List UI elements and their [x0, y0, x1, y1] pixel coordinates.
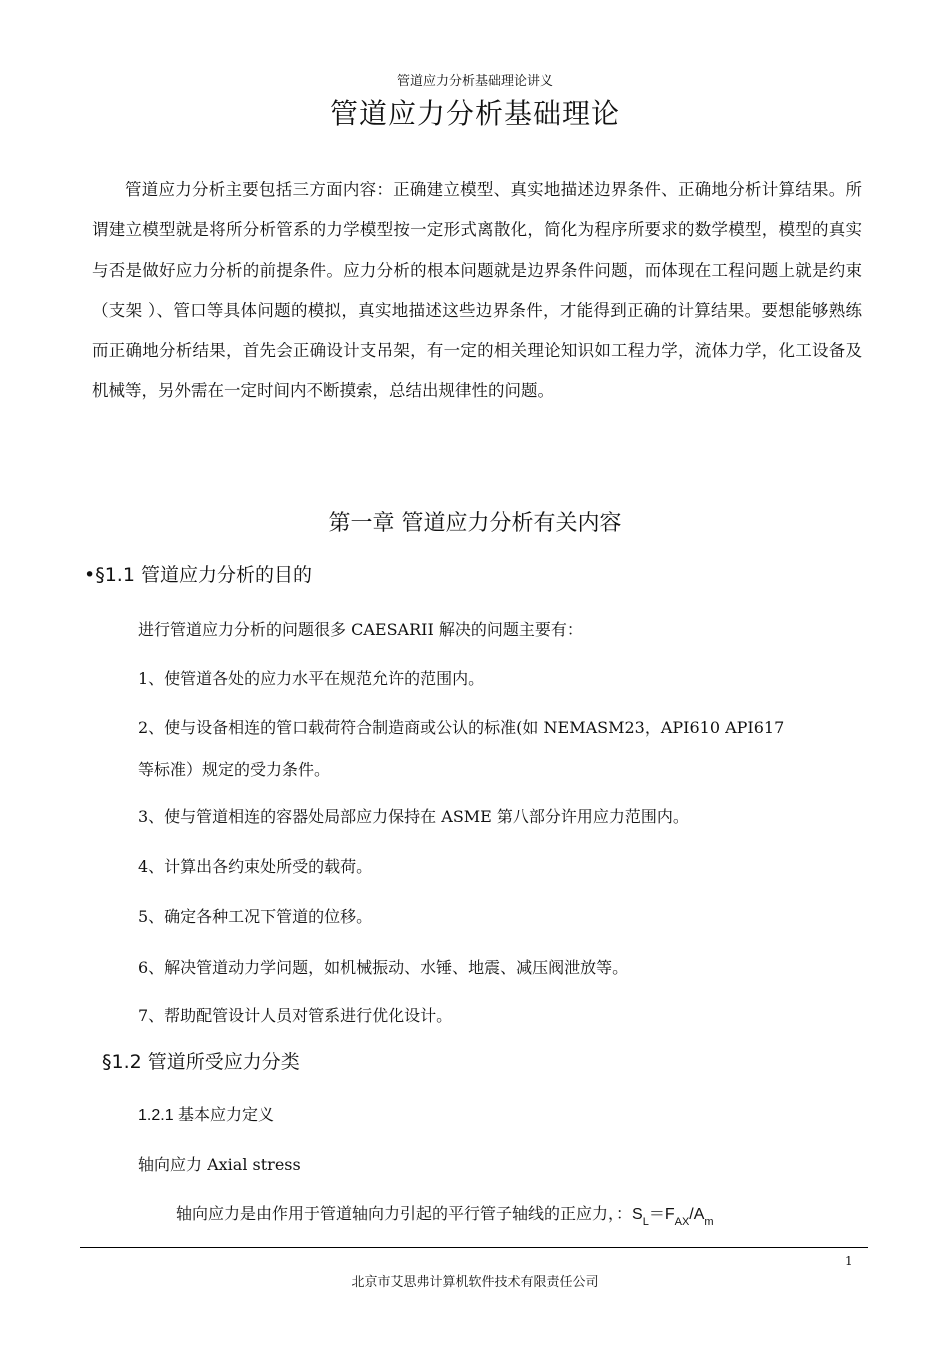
bullet: •: [84, 564, 96, 586]
document-title: 管道应力分析基础理论: [329, 97, 620, 130]
chapter-title: 第一章 管道应力分析有关内容: [328, 511, 622, 536]
purpose-item-1: 1、使管道各处的应力水平在规范允许的范围内。: [138, 669, 485, 688]
section-1-1-title: §1.1 管道应力分析的目的: [95, 564, 312, 586]
axial-stress-label: 轴向应力 Axial stress: [138, 1155, 301, 1174]
purpose-item-6: 6、解决管道动力学问题，如机械振动、水锤、地震、减压阀泄放等。: [138, 958, 629, 977]
subsection-1-2-1-title: 1.2.1 基本应力定义: [138, 1107, 275, 1124]
footer-divider: [80, 1247, 868, 1248]
axial-stress-definition: [176, 1201, 714, 1228]
running-header: 管道应力分析基础理论讲义: [396, 74, 553, 89]
purpose-item-5: 5、确定各种工况下管道的位移。: [138, 907, 373, 926]
section-1-1-heading: [84, 560, 312, 587]
page-number: 1: [845, 1254, 853, 1268]
purpose-item-3: 3、使与管道相连的容器处局部应力保持在 ASME 第八部分许用应力范围内。: [138, 807, 689, 826]
purpose-item-2-cont: 等标准）规定的受力条件。: [138, 760, 331, 779]
intro-text: 管道应力分析主要包括三方面内容：正确建立模型、真实地描述边界条件、正确地分析计算结果。所谓建立模型就是将所分析管系的力学模型按一定形式离散化，简化为程序所要求的数学模型，模型的真实与否是做好应力分析的前提条件。应力分析的根本问题就是边界条件问题，而体现在工程问题上就是约束（支架 ）、管口等具体问题的模拟，真实地描述这些边界条件，才能得到正确的计算结果。要想能够熟练而正确地分析结果，首先会正确设计支吊架，有一定的相关理论知识如工程力学，流体力学，化工设备及机械等，另外需在一定时间内不断摸索，总结出规律性的问题。: [92, 180, 862, 401]
purpose-item-2: 2、使与设备相连的管口载荷符合制造商或公认的标准(如 NEMASM23，API610 API617: [138, 718, 785, 737]
section-1-2-title: §1.2 管道所受应力分类: [102, 1051, 300, 1073]
axial-formula: $S_L=F_{AX}/A_m$: [632, 1206, 714, 1228]
purpose-intro: 进行管道应力分析的问题很多 CAESARII 解决的问题主要有：: [138, 620, 583, 639]
axial-definition-text: 轴向应力是由作用于管道轴向力引起的平行管子轴线的正应力，：: [176, 1204, 633, 1223]
footer-company: 北京市艾思弗计算机软件技术有限责任公司: [351, 1275, 599, 1290]
purpose-item-7: 7、帮助配管设计人员对管系进行优化设计。: [138, 1006, 453, 1025]
purpose-item-4: 4、计算出各约束处所受的载荷。: [138, 857, 373, 876]
intro-paragraph: [92, 170, 862, 412]
